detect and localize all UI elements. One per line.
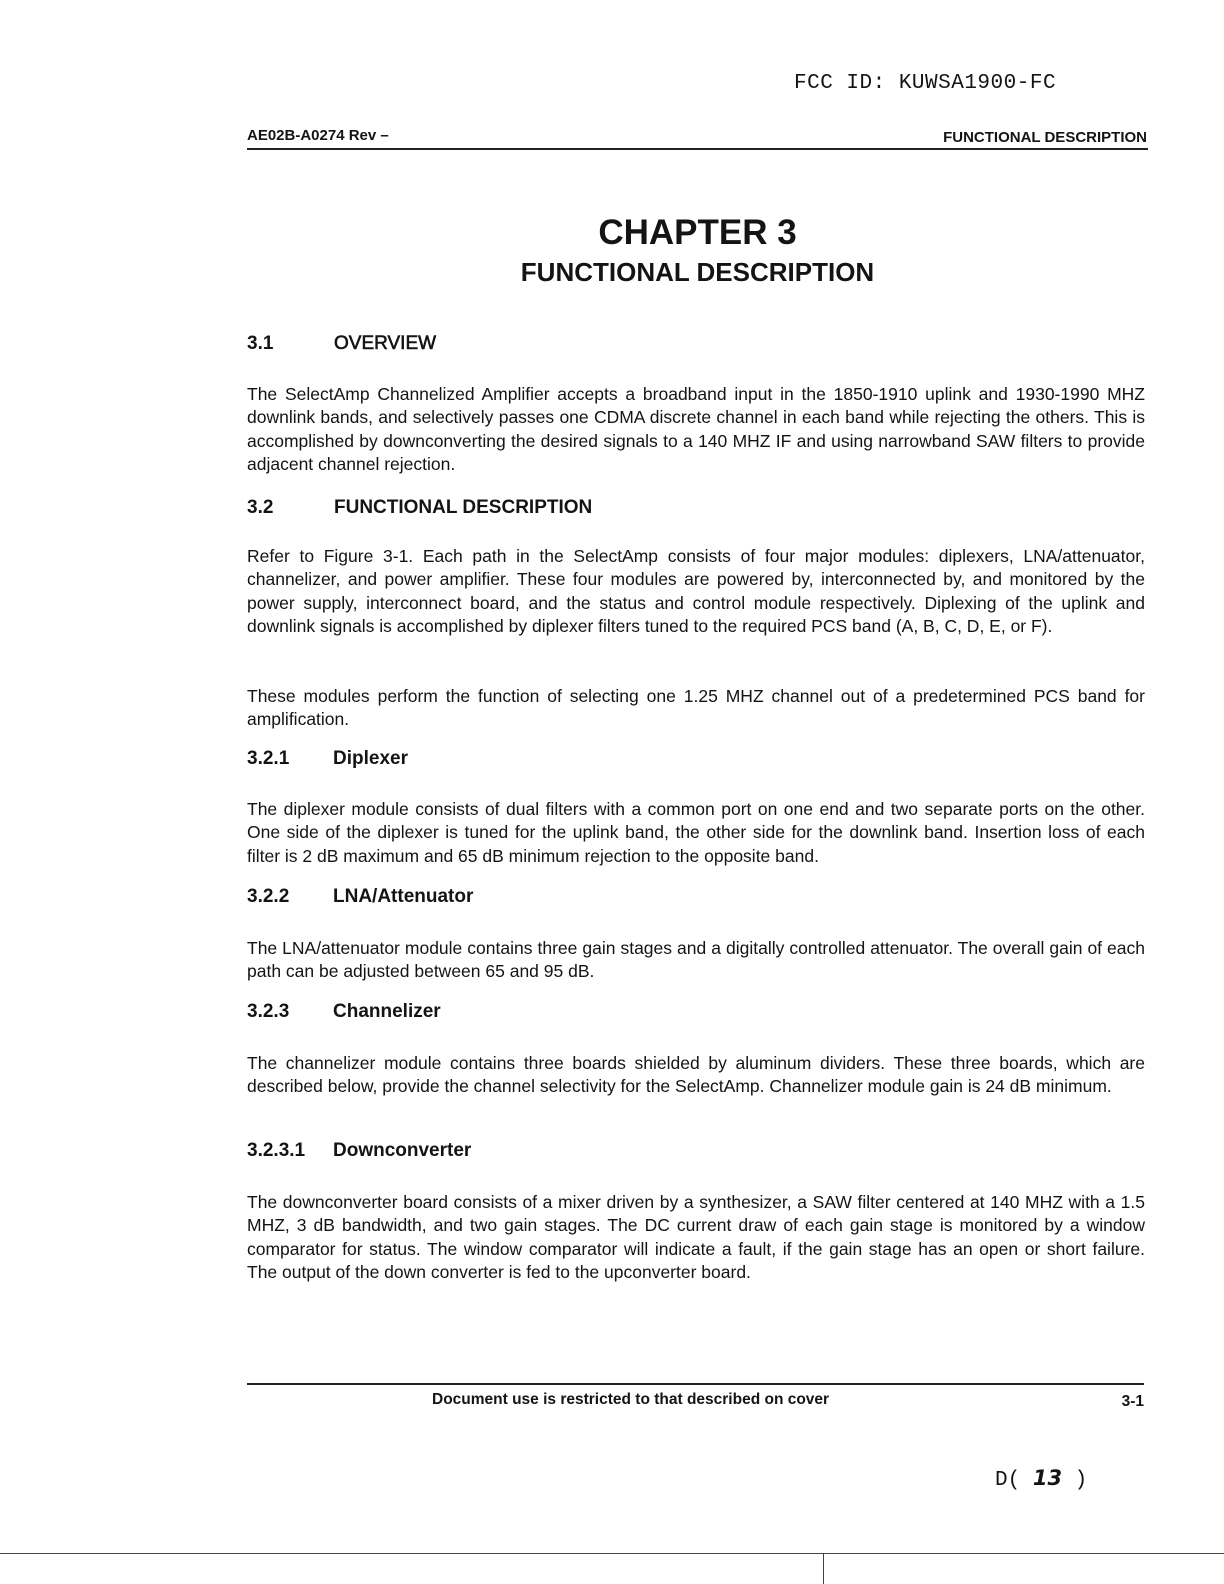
scan-edge-line [0,1553,1224,1554]
section-title: Downconverter [333,1140,472,1161]
page-mark-suffix: ) [1074,1469,1088,1492]
page-mark-prefix: D( [995,1469,1021,1492]
section-number: 3.2 [247,497,274,518]
section-heading-lna-attenuator [247,886,473,908]
page-mark-number: 13 [1032,1466,1063,1490]
channelizer-paragraph: The channelizer module contains three boards shielded by aluminum dividers. These three boards, which are described below, provide the channel selectivity for the SelectAmp. Channelizer module gain is 24 dB minimum. [247,1053,1145,1097]
header-rule [247,148,1148,150]
handwritten-page-mark [995,1466,1087,1492]
section-number: 3.2.3.1 [247,1140,306,1161]
section-heading-functional-description [247,497,592,519]
section-title: OVERVIEW [334,333,437,354]
section-heading-diplexer [247,748,408,770]
footer-rule [247,1383,1144,1385]
diplexer-paragraph: The diplexer module consists of dual filters with a common port on one end and two separate ports on the other. One side of the diplexer is tuned for the uplink band, the other side for the downlink band. Insertion loss of each filter is 2 dB maximum and 65 dB minimum rejection to the opposite band. [247,799,1145,866]
section-title: Channelizer [333,1001,441,1022]
page-number: 3-1 [1121,1393,1144,1410]
section-heading-channelizer [247,1001,441,1023]
section-heading-downconverter [247,1140,471,1162]
section-number: 3.2.1 [247,748,290,769]
functional-description-paragraph-2: These modules perform the function of selecting one 1.25 MHZ channel out of a predetermined PCS band for amplification. [247,686,1145,730]
running-header-title: FUNCTIONAL DESCRIPTION [943,129,1147,146]
functional-description-paragraph-1: Refer to Figure 3-1. Each path in the SelectAmp consists of four major modules: diplexers, LNA/attenuator, channelizer, and power amplifier. These four modules are powered by, interconnected by, and monitored by the power supply, interconnect board, and the status and control module respectively. Diplexing of the uplink and downlink signals is accomplished by diplexer filters tuned to the required PCS band (A, B, C, D, E, or F). [247,546,1145,636]
downconverter-paragraph: The downconverter board consists of a mixer driven by a synthesizer, a SAW filter centered at 140 MHZ with a 1.5 MHZ, 3 dB bandwidth, and two gain stages. The DC current draw of each gain stage is monitored by a window comparator for status. The window comparator will indicate a fault, if the gain stage has an open or short failure. The output of the down converter is fed to the upconverter board. [247,1192,1145,1282]
fcc-id: FCC ID: KUWSA1900-FC [794,72,1057,95]
overview-paragraph: The SelectAmp Channelized Amplifier accepts a broadband input in the 1850-1910 uplink and 1930-1990 MHZ downlink bands, and selectively passes one CDMA discrete channel in each band while rejecting the others. This is accomplished by downconverting the desired signals to a 140 MHZ IF and using narrowband SAW filters to provide adjacent channel rejection. [247,384,1145,474]
document-number: AE02B-A0274 Rev – [247,127,389,144]
lna-attenuator-paragraph: The LNA/attenuator module contains three gain stages and a digitally controlled attenuator. The overall gain of each path can be adjusted between 65 and 95 dB. [247,938,1145,982]
chapter-title: FUNCTIONAL DESCRIPTION [520,257,875,287]
footer-restriction-notice: Document use is restricted to that described on cover [432,1391,830,1408]
scan-edge-tick [823,1553,824,1584]
section-number: 3.2.3 [247,1001,290,1022]
section-heading-overview [247,333,436,355]
section-number: 3.2.2 [247,886,290,907]
section-number: 3.1 [247,333,274,354]
section-title: Diplexer [333,748,408,769]
section-title: FUNCTIONAL DESCRIPTION [334,497,593,518]
section-title: LNA/Attenuator [333,886,474,907]
chapter-number: CHAPTER 3 [598,213,797,252]
